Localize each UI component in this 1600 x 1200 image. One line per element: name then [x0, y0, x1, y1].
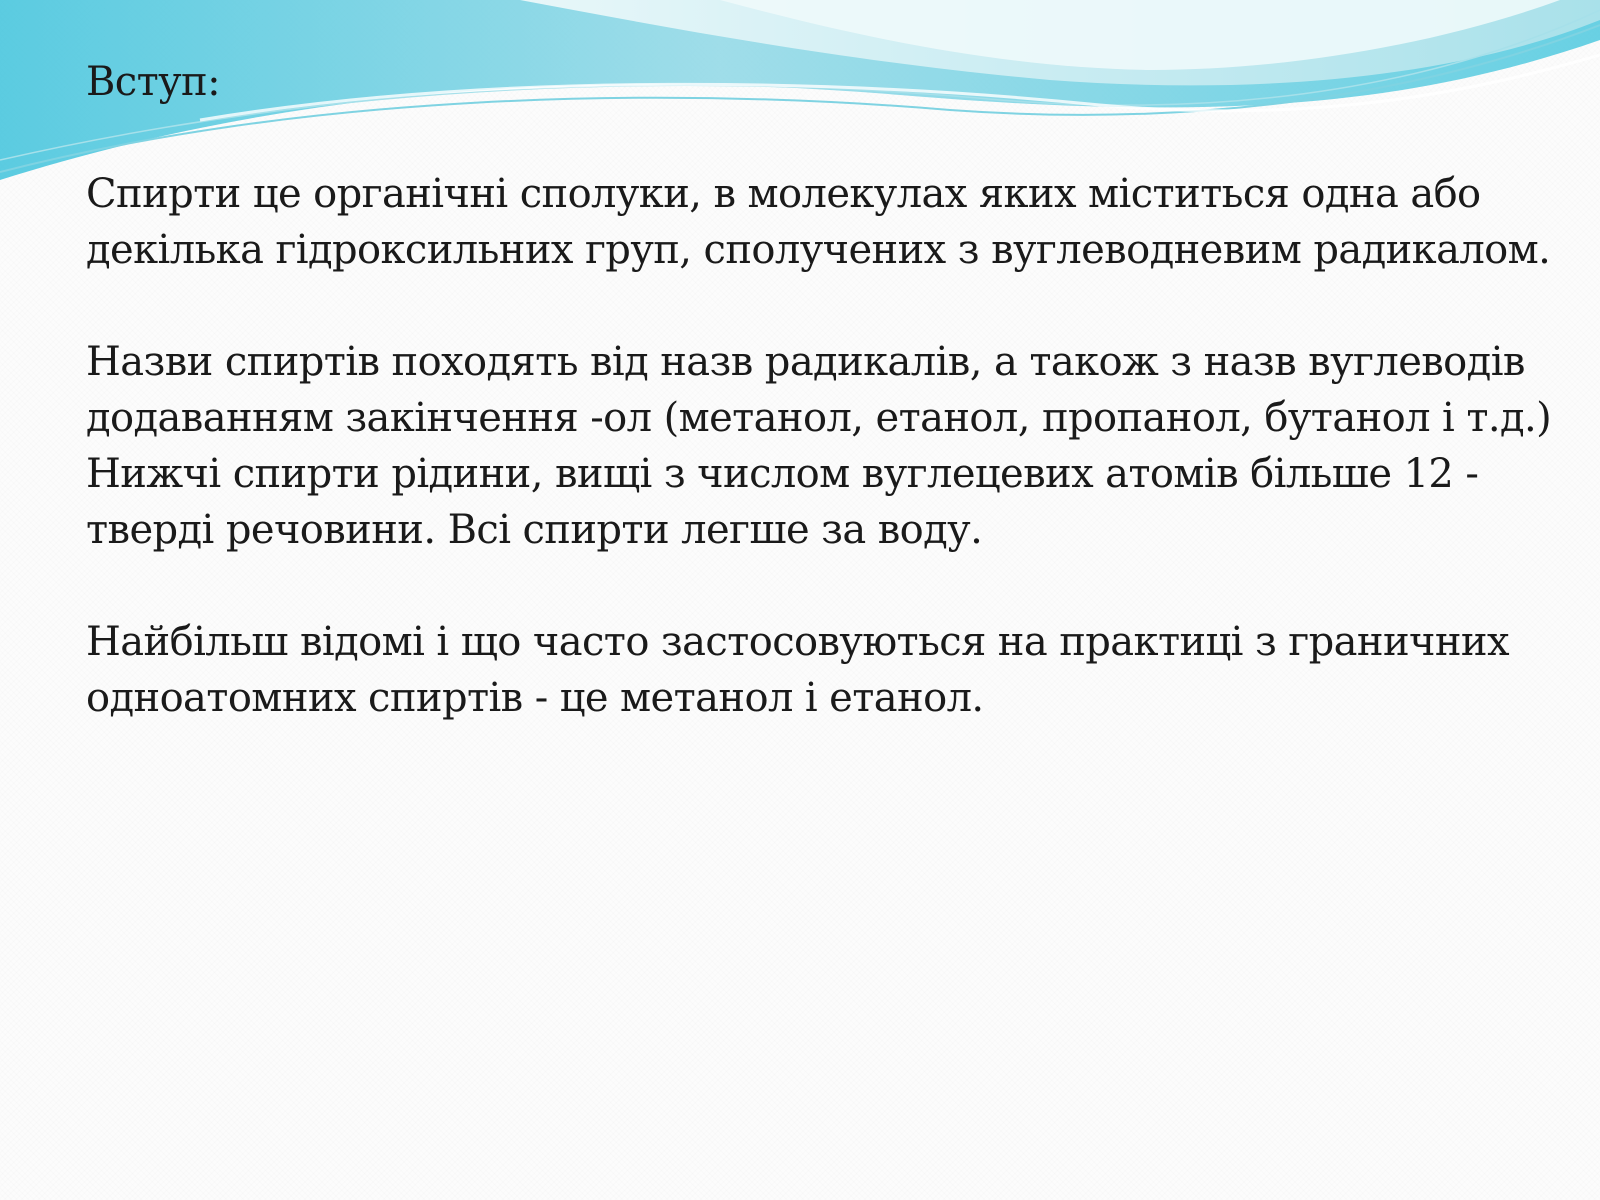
spacer	[86, 278, 1556, 334]
slide-heading: Вступ:	[86, 59, 220, 105]
spacer	[86, 110, 1556, 166]
paragraph-definition: Спирти це органічні сполуки, в молекулах яких міститься одна або декілька гідроксильних груп, сполучених з вуглеводневим радикалом.	[86, 171, 1551, 273]
paragraph-common-alcohols: Найбільш відомі і що часто застосовуються на практиці з граничних одноатомних спиртів - це метанол і етанол.	[86, 619, 1509, 721]
slide-content	[86, 54, 1556, 726]
paragraph-properties: Нижчі спирти рідини, вищі з числом вуглецевих атомів більше 12 - тверді речовини. Всі спирти легше за воду.	[86, 451, 1479, 553]
spacer	[86, 558, 1556, 614]
paragraph-naming: Назви спиртів походять від назв радикалів, а також з назв вуглеводів додаванням закінчення -ол (метанол, етанол, пропанол, бутанол і т.д.)	[86, 339, 1552, 441]
